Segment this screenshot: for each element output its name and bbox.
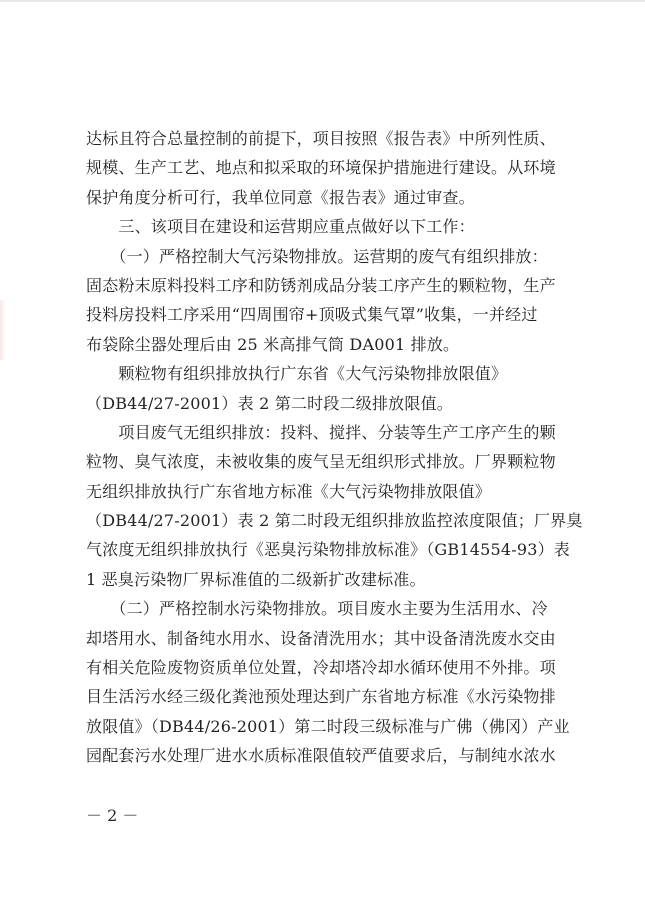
text-line: 有相关危险废物资质单位处置，冷却塔冷却水循环使用不外排。项 [86, 658, 556, 678]
text-line: 却塔用水、制备纯水用水、设备清洗用水；其中设备清洗废水交由 [86, 628, 556, 648]
text-line: （一）严格控制大气污染物排放。运营期的废气有组织排放： [86, 246, 548, 266]
text-line: 规模、生产工艺、地点和拟采取的环境保护措施进行建设。从环境 [86, 158, 556, 178]
text-line: 布袋除尘器处理后由 25 米高排气筒 DA001 排放。 [86, 334, 460, 354]
text-line: （DB44/27-2001）表 2 第二时段无组织排放监控浓度限值；厂界臭 [86, 511, 583, 531]
text-line: 放限值》（DB44/26-2001）第二时段三级标准与广佛（佛冈）产业 [86, 716, 570, 736]
text-line: 三、该项目在建设和运营期应重点做好以下工作： [86, 217, 475, 237]
text-line: 保护角度分析可行，我单位同意《报告表》通过审查。 [86, 187, 475, 207]
text-line: 投料房投料工序采用“四周围帘+顶吸式集气罩”收集，一并经过 [86, 305, 538, 325]
text-line: 颗粒物有组织排放执行广东省《大气污染物排放限值》 [86, 364, 508, 384]
text-line: （DB44/27-2001）表 2 第二时段二级排放限值。 [86, 393, 453, 413]
text-line: 目生活污水经三级化粪池预处理达到广东省地方标准《水污染物排 [86, 687, 556, 707]
document-body [86, 124, 583, 771]
text-line: 无组织排放执行广东省地方标准《大气污染物排放限值》 [86, 481, 492, 501]
text-line: 固态粉末原料投料工序和防锈剂成品分装工序产生的颗粒物，生产 [86, 275, 556, 295]
text-line: 达标且符合总量控制的前提下，项目按照《报告表》中所列性质、 [86, 129, 556, 148]
text-line: 1 恶臭污染物厂界标准值的二级新扩改建标准。 [86, 569, 426, 589]
text-line: 粒物、臭气浓度，未被收集的废气呈无组织形式排放。厂界颗粒物 [86, 452, 556, 472]
text-line: 项目废气无组织排放：投料、搅拌、分装等生产工序产生的颗 [86, 422, 556, 442]
page-top-edge [0, 0, 645, 2]
text-line: 气浓度无组织排放执行《恶臭污染物排放标准》（GB14554-93）表 [86, 540, 571, 560]
page-number: － 2 － [86, 806, 139, 825]
seal-edge-mark [0, 300, 6, 360]
text-line: （二）严格控制水污染物排放。项目废水主要为生活用水、冷 [86, 599, 548, 619]
text-line: 园配套污水处理厂进水水质标准限值较严值要求后，与制纯水浓水 [86, 746, 556, 766]
